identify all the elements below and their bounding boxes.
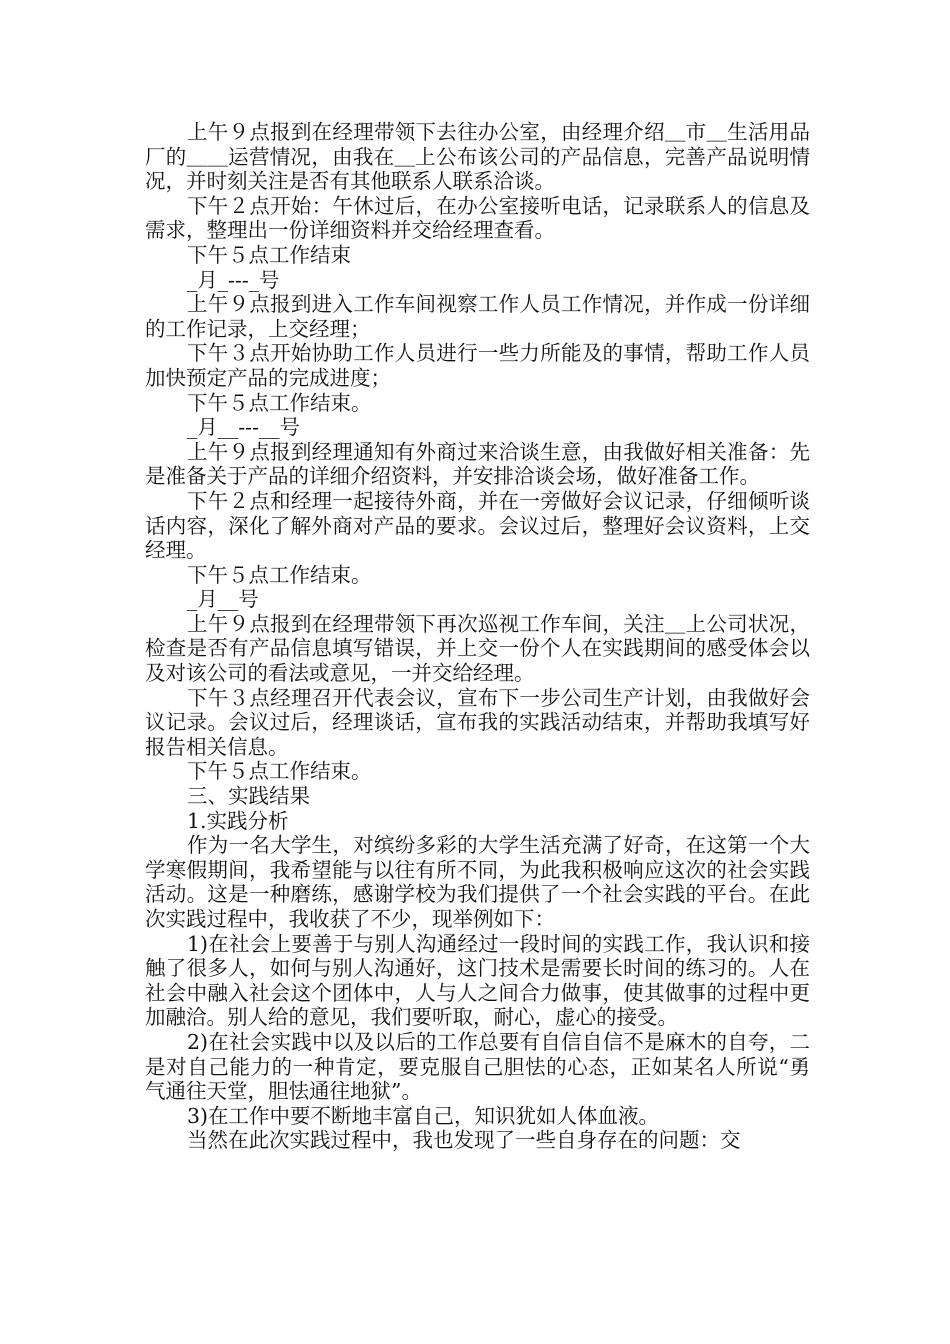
paragraph-point-3: 3)在工作中要不断地丰富自己，知识犹如人体血液。 — [187, 1103, 660, 1128]
paragraph-schedule-day4-morning: 上午９点报到在经理带领下再次巡视工作车间，关注＿上公司状况，检查是否有产品信息填写错误，并上交一份个人在实践期间的感受体会以及对该公司的看法或意见，一并交给经理。 — [145, 611, 810, 686]
paragraph-schedule-day4-afternoon: 下午３点经理召开代表会议，宣布下一步公司生产计划，由我做好会议记录。会议过后，经理谈话，宣布我的实践活动结束，并帮助我填写好报告相关信息。 — [145, 685, 810, 759]
paragraph-schedule-day4-end: 下午５点工作结束。 — [187, 759, 372, 784]
paragraph-schedule-day2-afternoon: 下午３点开始协助工作人员进行一些力所能及的事情，帮助工作人员加快预定产品的完成进度； — [145, 341, 810, 390]
paragraph-schedule-day1-end: 下午５点工作结束 — [187, 242, 351, 267]
paragraph-schedule-day3-end: 下午５点工作结束。 — [187, 562, 372, 587]
paragraph-point-1: 1)在社会上要善于与别人沟通经过一段时间的实践工作，我认识和接触了很多人，如何与别人沟通好，这门技术是需要长时间的练习的。人在社会中融入社会这个团体中，人与人之间合力做事，使其做事的过程中更加融洽。别人给的意见，我们要听取，耐心，虚心的接受。 — [145, 931, 810, 1030]
paragraph-schedule-day2-end: 下午５点工作结束。 — [187, 390, 372, 415]
date-line-day3: _月__---__号 — [187, 415, 301, 440]
section-heading-results: 三、实践结果 — [187, 784, 310, 809]
paragraph-analysis-intro: 作为一名大学生，对缤纷多彩的大学生活充满了好奇，在这第一个大学寒假期间，我希望能与以往有所不同，为此我积极响应这次的社会实践活动。这是一种磨练，感谢学校为我们提供了一个社会实践的平台。在此次实践过程中，我收获了不少，现举例如下： — [145, 833, 810, 931]
subsection-heading-analysis: 1.实践分析 — [187, 808, 289, 833]
date-line-day2: _月_---_号 — [187, 267, 280, 292]
paragraph-schedule-day1-morning: 上午９点报到在经理带领下去往办公室，由经理介绍＿市＿生活用品厂的＿＿运营情况，由我在＿上公布该公司的产品信息，完善产品说明情况，并时刻关注是否有其他联系人联系洽谈。 — [145, 120, 810, 194]
document-page — [145, 120, 810, 1153]
paragraph-problems: 当然在此次实践过程中，我也发现了一些自身存在的问题：交 — [187, 1128, 741, 1153]
paragraph-schedule-day3-afternoon: 下午２点和经理一起接待外商，并在一旁做好会议记录，仔细倾听谈话内容，深化了解外商对产品的要求。会议过后，整理好会议资料，上交经理。 — [145, 488, 810, 563]
paragraph-schedule-day3-morning: 上午９点报到经理通知有外商过来洽谈生意，由我做好相关准备：先是准备关于产品的详细介绍资料，并安排洽谈会场，做好准备工作。 — [145, 439, 810, 489]
paragraph-schedule-day2-morning: 上午９点报到进入工作车间视察工作人员工作情况，并作成一份详细的工作记录，上交经理； — [145, 292, 810, 341]
paragraph-schedule-day1-afternoon: 下午２点开始：午休过后，在办公室接听电话，记录联系人的信息及需求，整理出一份详细资料并交给经理查看。 — [145, 193, 810, 243]
date-line-day4: _月__号 — [187, 587, 259, 612]
paragraph-point-2: 2)在社会实践中以及以后的工作总要有自信自信不是麻木的自夸，二是对自己能力的一种肯定，要克服自己胆怯的心态，正如某名人所说“勇气通往天堂，胆怯通往地狱”。 — [145, 1029, 810, 1104]
